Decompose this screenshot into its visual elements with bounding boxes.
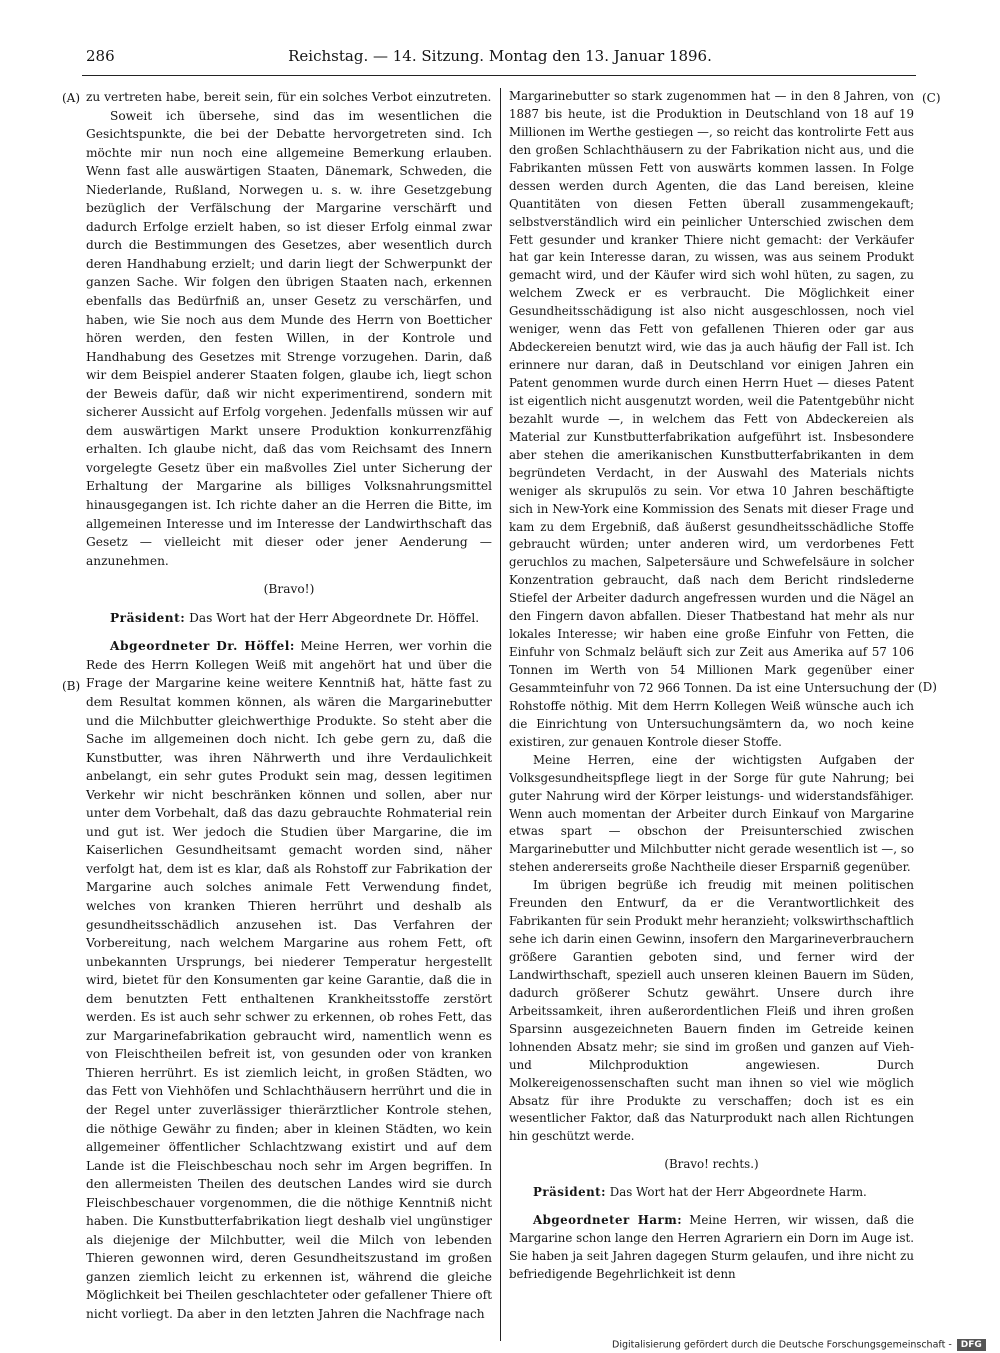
margin-letter-d: (D) xyxy=(918,680,937,694)
page-header xyxy=(86,47,914,71)
applause-note: (Bravo! rechts.) xyxy=(664,1157,759,1172)
page-number: 286 xyxy=(86,47,115,65)
paragraph: zu vertreten habe, bereit sein, für ein solches Verbot einzutreten. xyxy=(86,90,492,104)
paragraph-text: Das Wort hat der Herr Abgeordnete Harm. xyxy=(609,1185,867,1200)
speaker-paragraph xyxy=(509,1184,914,1202)
paragraph: Soweit ich übersehe, sind das im wesentlichen die Gesichtspunkte, die bei der Debatte hervorgetreten sind. Ich möchte mir nun noch eine allgemeine Bemerkung erlauben. Wenn fast alle auswärtigen Staaten, Dänemark, Schweden, die Niederlande, Rußland, Norwegen u. s. w. ihre Gesetzgebung bezüglich der Verfälschung der Margarine verschärft und dadurch Erfolge erzielt haben, so ist dieser Erfolg einmal zwar durch die Bestimmungen des Gesetzes, aber wesentlich durch deren Handhabung erzielt; und darin liegt der Schwerpunkt der ganzen Sache. Wir folgen den übrigen Staaten nach, erkennen ebenfalls das Bedürfniß an, unser Gesetz zu verschärfen, und haben, wie Sie noch aus dem Munde des Herrn von Boetticher hören werden, den festen Willen, in der Kontrole und Handhabung des Gesetzes mit Strenge vorzugehen. Darin, daß wir dem Beispiel anderer Staaten folgen, glaube ich, liegt schon der Beweis dafür, daß wir nicht experimentirend, sondern mit sicherer Aussicht auf Erfolg vorgehen. Jedenfalls müssen wir auf dem auswärtigen Markt unsere Produktion konkurrenzfähig erhalten. Ich glaube nicht, daß das vom Reichsamt des Innern vorgelegte Gesetz über ein maßvolles Ziel unter Sicherung der Erhaltung der Margarine als billiges Volksnahrungsmittel hinausgegangen ist. Ich richte daher an die Herren die Bitte, im allgemeinen Interesse und im Interesse der Landwirthschaft das Gesetz — vielleicht mit dieser oder jener Aenderung — anzunehmen. xyxy=(86,108,492,568)
speaker-label: Präsident: xyxy=(533,1185,606,1200)
right-column xyxy=(509,88,914,1284)
header-rule xyxy=(82,75,916,76)
paragraph-text: Meine Herren, wer vorhin die Rede des Herrn Kollegen Weiß mit angehört hat und über die Frage der Margarine keine weitere Kenntniß hat, hätte fast zu dem Resultat kommen können, als wären die Margarinebutter und die Milchbutter gleichwerthige Produkte. So steht aber die Sache im allgemeinen doch nicht. Ich gebe gern zu, daß die Kunstbutter, was ihren Nährwerth und ihre Verdaulichkeit anbelangt, ein sehr gutes Produkt sein mag, dessen legitimen Verkehr wir nicht beschränken können und sollen, aber nur unter dem Vorbehalt, daß das dazu gebrauchte Rohmaterial rein und gut ist. Wer jedoch die Studien über Margarine, die im Kaiserlichen Gesundheitsamt gemacht worden sind, näher verfolgt hat, dem ist es klar, daß als Rohstoff zur Fabrikation der Margarine auch solches animale Fett Verwendung findet, welches von kranken Thieren herrührt und deshalb als gesundheitsschädlich anzusehen ist. Das Verfahren der Vorbereitung, nach welchem Margarine aus rohem Fett, oft unbekannten Ursprungs, bei niederer Temperatur hergestellt wird, bietet für den Konsumenten gar keine Garantie, daß die in dem benutzten Fett enthaltenen Krankheitsstoffe zerstört werden. Es ist auch sehr schwer zu erkennen, ob rohes Fett, das zur Margarinefabrikation gebraucht wird, namentlich wenn es von Fleischtheilen befreit ist, von gesunden oder von kranken Thieren herrührt. Es ist ziemlich leicht, in großen Städten, wo das Fett von Viehhöfen und Schlachthäusern herrührt und die in der Regel unter zuverlässiger thierärztlicher Kontrole stehen, die nöthige Gewähr zu finden; aber in kleinen Städten, wo kein allgemeiner öffentlicher Schlachtzwang existirt und auf dem Lande ist die Fleischbeschau noch sehr im Argen begriffen. In den allermeisten Theilen des deutschen Landes wird sie durch Fleischbeschauer vorgenommen, die die nöthige Kenntniß nicht haben. Die Kunstbutterfabrikation liegt deshalb viel ungünstiger als diejenige der Milchbutter, weil die Milch von lebenden Thieren gewonnen wird, deren Gesundheitszustand im großen ganzen ziemlich leicht zu erkennen ist, während die gleiche Möglichkeit bei Theilen geschlachteter oder gefallener Thiere oft nicht vorliegt. Da aber in den letzten Jahren die Nachfrage nach xyxy=(86,639,493,1321)
speaker-paragraph xyxy=(509,1212,914,1284)
paragraph: Meine Herren, eine der wichtigsten Aufgaben der Volksgesundheitspflege liegt in der Sorge für gute Nahrung; bei guter Nahrung wird der Körper leistungs- und widerstandsfähiger. Wenn auch momentan der Arbeiter durch Einkauf von Margarine etwas spart — obschon der Preisunterschied zwischen Margarinebutter und Milchbutter nicht gerade wesentlich ist —, so stehen andererseits große Nachtheile dieser Ersparniß gegenüber. xyxy=(509,752,914,875)
footer-text: Digitalisierung gefördert durch die Deutsche Forschungsgemeinschaft - xyxy=(612,1339,952,1351)
column-divider xyxy=(500,88,501,1341)
paragraph-text: Das Wort hat der Herr Abgeordnete Dr. Höffel. xyxy=(189,610,480,625)
paragraph: Margarinebutter so stark zugenommen hat — in den 8 Jahren, von 1887 bis heute, ist die Produktion in Deutschland von 18 auf 19 Millionen im Werthe gestiegen —, so reicht das kontrolirte Fett aus den großen Schlachthäusern zu der Fabrikation nicht aus, und die Fabrikanten müssen Fett von auswärts kommen lassen. In Folge dessen werden durch Agenten, die das Land bereisen, kleine Quantitäten von diesen Fetten überall zusammengekauft; selbstverständlich wird ein peinlicher Unterschied zwischen dem Fett gesunder und kranker Thiere nicht gemacht: der Verkäufer hat gar kein Interesse daran, zu wissen, was aus seinem Produkt gemacht wird, und der Käufer wird sich wohl hüten, zu sagen, zu welchem Zweck er es verbraucht. Die Möglichkeit einer Gesundheitsschädigung ist also nicht ausgeschlossen, noch viel weniger, wenn das Fett von gefallenen Thieren oder gar aus Abdeckereien benutzt wird, wie das ja auch häufig der Fall ist. Ich erinnere nur daran, daß in Deutschland vor einigen Jahren ein Patent genommen wurde durch einen Herrn Huet — dieses Patent ist eigentlich nicht ausgenutzt worden, weil die Patentgebühr nicht bezahlt wurde —, in welchem das Fett von Abdeckereien als Material zur Kunstbutterfabrikation aufgeführt ist. Insbesondere aber stehen die amerikanischen Kunstbutterfabrikanten in dem begründeten Verdacht, in der Auswahl des Materials nichts weniger als skrupulös zu sein. Vor etwa 10 Jahren beschäftigte sich in New-York eine Kommission des Senats mit dieser Frage und kam zu dem Ergebniß, daß äußerst gesundheitsschädliche Stoffe gebraucht würden; unter anderen wird, um verdorbenes Fett geruchlos zu machen, Salpetersäure und Schwefelsäure in solcher Konzentration gebraucht, daß nach dem Bericht rindslederne Stiefel der Arbeiter dadurch angefressen wurden und die Nägel an den Fingern davon abfallen. Dieser Thatbestand hat mehr als nur lokales Interesse; wir haben eine große Einfuhr von Fetten, die Einfuhr von Schmalz beläuft sich zur Zeit aus Amerika auf 57 106 Tonnen im Werth von 54 Millionen Mark gegenüber einer Gesammteinfuhr von 72 966 Tonnen. Da ist eine Untersuchung der Rohstoffe nöthig. Mit dem Herrn Kollegen Weiß wünsche auch ich die Einrichtung von Untersuchungsämtern da, wo noch keine existiren, zur genauen Kontrole dieser Stoffe. xyxy=(509,89,914,749)
running-head: Reichstag. — 14. Sitzung. Montag den 13. Januar 1896. xyxy=(288,47,712,65)
dfg-logo: DFG xyxy=(957,1339,986,1351)
margin-letter-b: (B) xyxy=(62,679,81,693)
speaker-paragraph xyxy=(86,637,492,1323)
paragraph-text: Meine Herren, wir wissen, daß die Margarine schon lange den Herren Agrariern ein Dorn im Auge ist. Sie haben ja seit Jahren dagegen Sturm gelaufen, und ihre nicht zu befriedigende Begehrlichkeit ist denn xyxy=(509,1213,914,1281)
left-column xyxy=(86,88,492,1324)
speaker-label: Abgeordneter Dr. Höffel: xyxy=(110,639,295,654)
margin-letter-a: (A) xyxy=(62,91,81,105)
applause-note: (Bravo!) xyxy=(263,582,315,597)
margin-letter-c: (C) xyxy=(922,91,941,105)
speaker-label: Präsident: xyxy=(110,610,186,625)
speaker-paragraph xyxy=(86,609,492,628)
paragraph: Im übrigen begrüße ich freudig mit meinen politischen Freunden den Entwurf, da er die Verantwortlichkeit des Fabrikanten für sein Produkt mehr heranzieht; volkswirthschaftlich sehe ich darin einen Gewinn, insofern den Margarineverbrauchern größere Garantien geboten sind, und ferner wird der Landwirthschaft, speziell auch unseren kleinen Bauern im Süden, dadurch größerer Schutz gewährt. Unsere durch ihre Arbeitssamkeit, ihren außerordentlichen Fleiß und ihren großen Sparsinn ausgezeichneten Bauern finden im Getreide keinen lohnenden Absatz mehr; sie sind im großen und ganzen auf Vieh- und Milchproduktion angewiesen. Durch Molkereigenossenschaften sucht man ihnen so viel wie möglich Absatz für ihre Produkte zu verschaffen; doch ist es ein wesentlicher Faktor, daß das Naturprodukt nach allen Richtungen hin geschützt werde. xyxy=(509,878,914,1144)
footer-credit xyxy=(612,1339,986,1351)
speaker-label: Abgeordneter Harm: xyxy=(533,1213,683,1228)
